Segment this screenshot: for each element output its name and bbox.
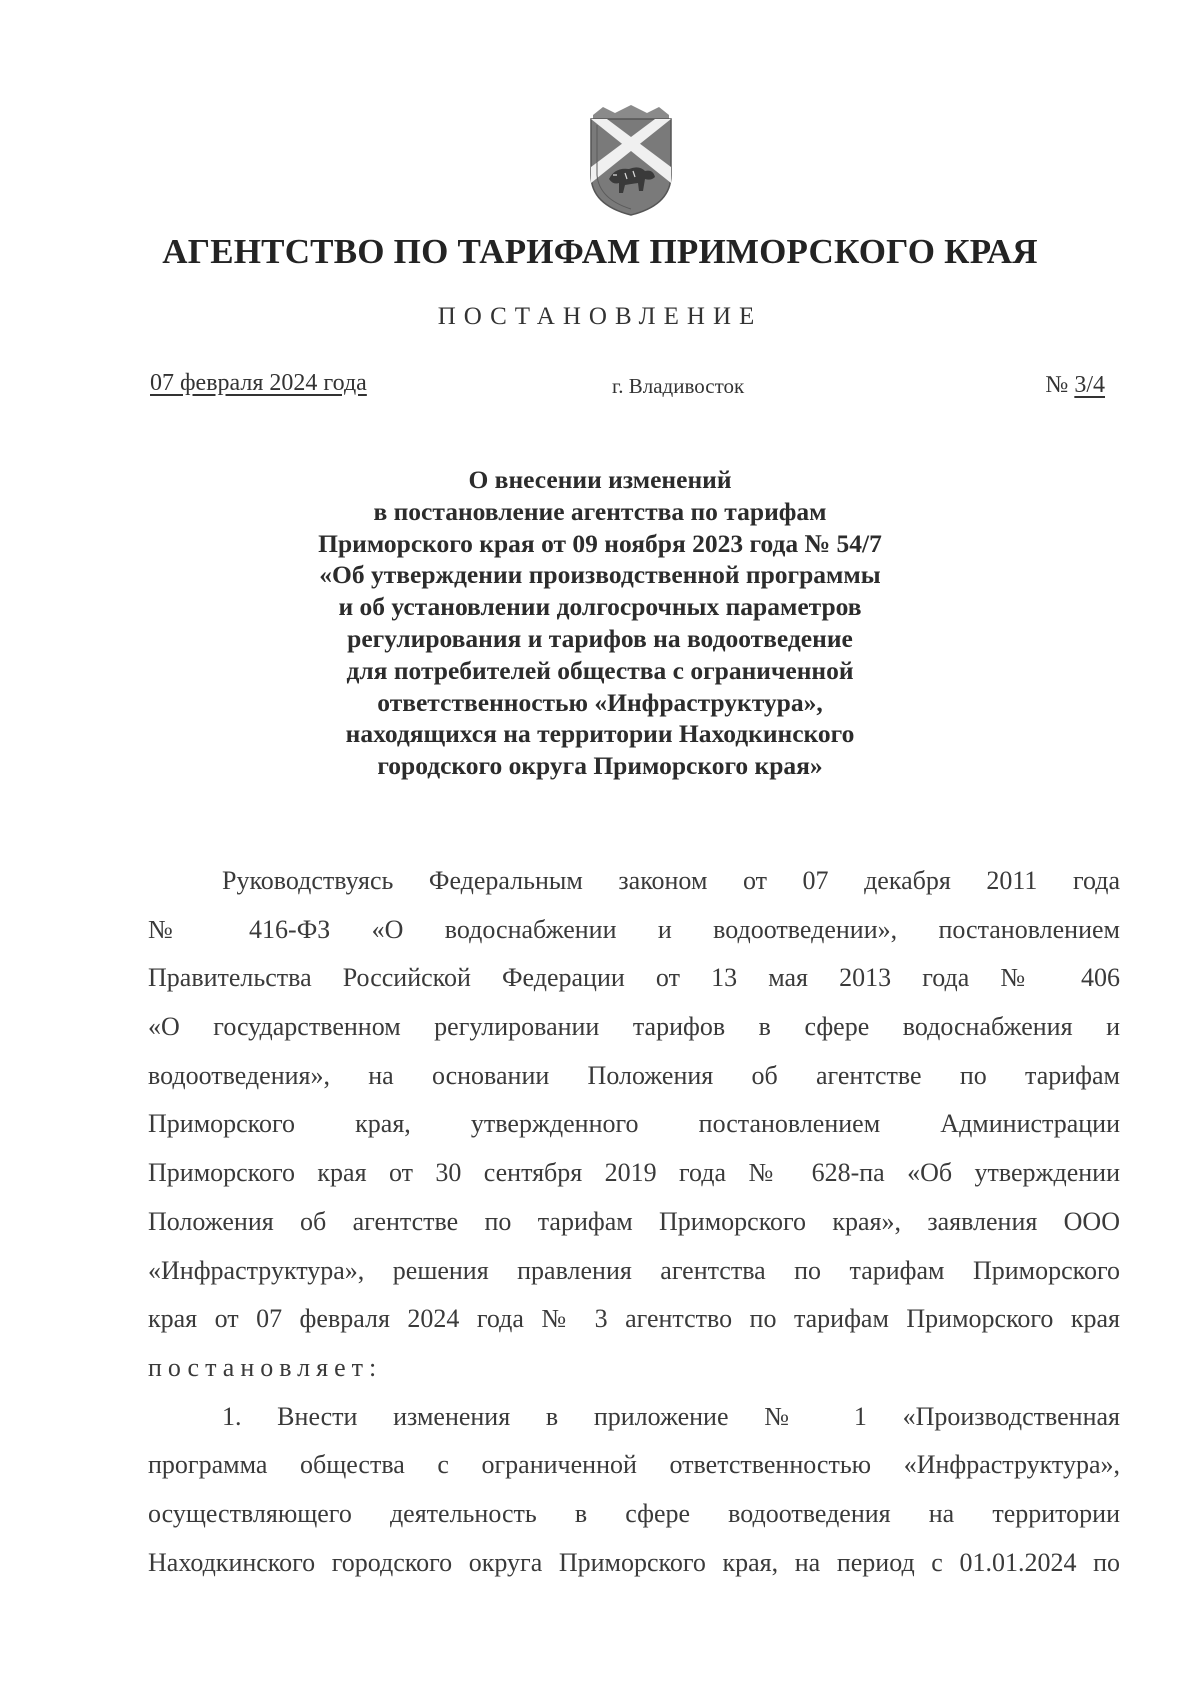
- title-line: для потребителей общества с ограниченной: [346, 655, 854, 685]
- body-line: Находкинского городского округа Приморского края, на период с 01.01.2024 по: [148, 1547, 1120, 1577]
- body-line: Руководствуясь Федеральным законом от 07 декабря 2011 года: [222, 866, 1120, 895]
- title-line: городского округа Приморского края»: [377, 751, 823, 781]
- body-line: 1. Внести изменения в приложение № 1 «Производственная: [222, 1401, 1120, 1431]
- document-type: ПОСТАНОВЛЕНИЕ: [437, 303, 763, 330]
- body-line: края от 07 февраля 2024 года № 3 агентство по тарифам Приморского края: [148, 1304, 1120, 1334]
- document-number: [1045, 372, 1105, 399]
- body-line: Приморского края, утвержденного постановлением Администрации: [148, 1109, 1120, 1139]
- body-line: программа общества с ограниченной ответственностью «Инфраструктура»,: [148, 1450, 1120, 1480]
- body-line: «Инфраструктура», решения правления агентства по тарифам Приморского: [148, 1255, 1120, 1285]
- body-line: Приморского края от 30 сентября 2019 года № 628-па «Об утверждении: [148, 1158, 1120, 1188]
- number-value: 3/4: [1074, 372, 1105, 398]
- body-line: № 416-ФЗ «О водоснабжении и водоотведении», постановлением: [148, 914, 1120, 944]
- title-line: «Об утверждении производственной программы: [319, 560, 881, 590]
- title-line: Приморского края от 09 ноября 2023 года № 54/7: [318, 528, 882, 558]
- body-line: «О государственном регулировании тарифов в сфере водоснабжения и: [148, 1012, 1120, 1042]
- document-title: [180, 464, 1020, 782]
- document-body: [148, 857, 1120, 1587]
- document-date: 07 февраля 2024 года: [150, 370, 367, 396]
- body-line: Правительства Российской Федерации от 13 мая 2013 года № 406: [148, 963, 1120, 993]
- title-line: находящихся на территории Находкинского: [345, 719, 855, 749]
- body-line-resolves: постановляет:: [148, 1352, 383, 1382]
- document-city: г. Владивосток: [612, 374, 745, 398]
- title-line: в постановление агентства по тарифам: [373, 496, 827, 526]
- title-line: регулирования и тарифов на водоотведение: [347, 623, 853, 653]
- coat-of-arms-icon: [585, 105, 677, 217]
- agency-name: АГЕНТСТВО ПО ТАРИФАМ ПРИМОРСКОГО КРАЯ: [162, 232, 1038, 271]
- title-line: ответственностью «Инфраструктура»,: [377, 687, 823, 717]
- title-line: О внесении изменений: [468, 465, 732, 494]
- number-sign: №: [1045, 372, 1069, 398]
- body-line: Положения об агентстве по тарифам Приморского края», заявления ООО: [148, 1206, 1120, 1236]
- body-line: осуществляющего деятельность в сфере водоотведения на территории: [148, 1498, 1120, 1528]
- title-line: и об установлении долгосрочных параметров: [338, 592, 862, 622]
- body-line: водоотведения», на основании Положения об агентстве по тарифам: [148, 1060, 1120, 1090]
